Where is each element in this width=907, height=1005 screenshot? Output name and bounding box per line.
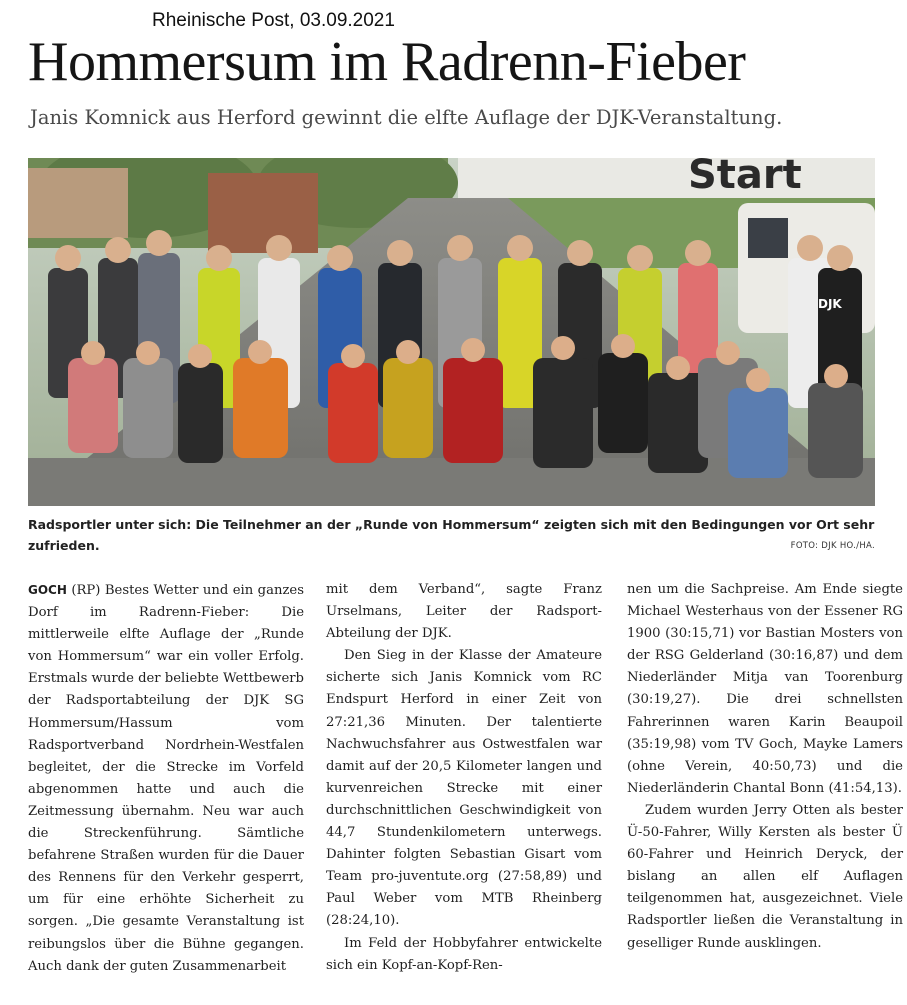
article-paragraph: Den Sieg in der Klasse der Amateure sicherte sich Janis Komnick vom RC Endspurt Herford in einer Zeit von 27:21,36 Minuten. Der talentierte Nachwuchsfahrer aus Ostwestfalen war damit auf der 20,5 Kilometer langen und kurvenreichen Strecke mit einer durchschnittlichen Geschwindigkeit von 44,7 Stundenkilometern unterwegs. Dahinter folgten Sebastian Gisart vom Team pro-juventute.org (27:58,89) und Paul Weber vom MTB Rheinberg (28:24,10).	[326, 648, 602, 929]
headline: Hommersum im Radrenn-Fieber	[28, 31, 746, 93]
article-paragraph: Zudem wurden Jerry Otten als bester Ü-50-Fahrer, Willy Kersten als bester Ü 60-Fahrer und Heinrich Deryck, der bislang an allen elf Auflagen teilgenommen hat, ausgezeichnet. Viele Radsportler ließen die Veranstaltung in geselliger Runde ausklingen.	[627, 802, 903, 951]
banner-text: Start	[688, 158, 802, 198]
article-paragraph: mit dem Verband“, sagte Franz Urselmans, Leiter der Radsport-Abteilung der DJK.	[326, 582, 602, 642]
article-lead: (RP) Bestes Wetter und ein ganzes Dorf im Radrenn-Fieber: Die mittlerweile elfte Auflage der „Runde von Hommersum“ war ein voller Erfolg. Erstmals wurde der beliebte Wettbewerb der Radsportabteilung der DJK SG Hommersum/Hassum vom Radsportverband Nordrhein-Westfalen begleitet, der die Strecke im Vorfeld abgenommen hatte und auch die Zeitmessung übernahm. Neu war auch die Streckenführung. Sämtliche befahrene Straßen wurden für die Dauer des Rennens für den Verkehr gesperrt, um für eine erhöhte Sicherheit zu sorgen. „Die gesamte Veranstaltung ist reibungslos über die Bühne gegangen. Auch dank der guten Zusammenarbeit	[28, 583, 304, 974]
photo-caption: Radsportler unter sich: Die Teilnehmer an der „Runde von Hommersum“ zeigten sich mit den Bedingungen vor Ort sehr zufrieden.	[28, 517, 875, 553]
article-paragraph: nen um die Sachpreise. Am Ende siegte Michael Westerhaus von der Essener RG 1900 (30:15,71) vor Bastian Mosters von der RSG Gelderland (30:16,87) und dem Niederländer Mitja van Toorenburg (30:19,27). Die drei schnellsten Fahrerinnen waren Karin Beaupoil (35:19,98) vom TV Goch, Mayke Lamers (ohne Verein, 40:50,73) und die Niederländerin Chantal Bonn (41:54,13).	[627, 582, 903, 796]
article-paragraph: Im Feld der Hobbyfahrer entwickelte sich ein Kopf-an-Kopf-Ren-	[326, 935, 602, 973]
group-photo	[28, 158, 875, 506]
article-column-1	[28, 579, 304, 978]
article-column-2	[326, 579, 602, 977]
source-line: Rheinische Post, 03.09.2021	[152, 10, 395, 31]
photo-credit: FOTO: DJK HO./HA.	[790, 541, 875, 551]
article-column-3	[627, 579, 903, 955]
subheadline: Janis Komnick aus Herford gewinnt die elfte Auflage der DJK-Veranstaltung.	[30, 106, 783, 129]
jersey-text: DJK	[818, 297, 842, 311]
dateline: GOCH	[28, 583, 67, 597]
